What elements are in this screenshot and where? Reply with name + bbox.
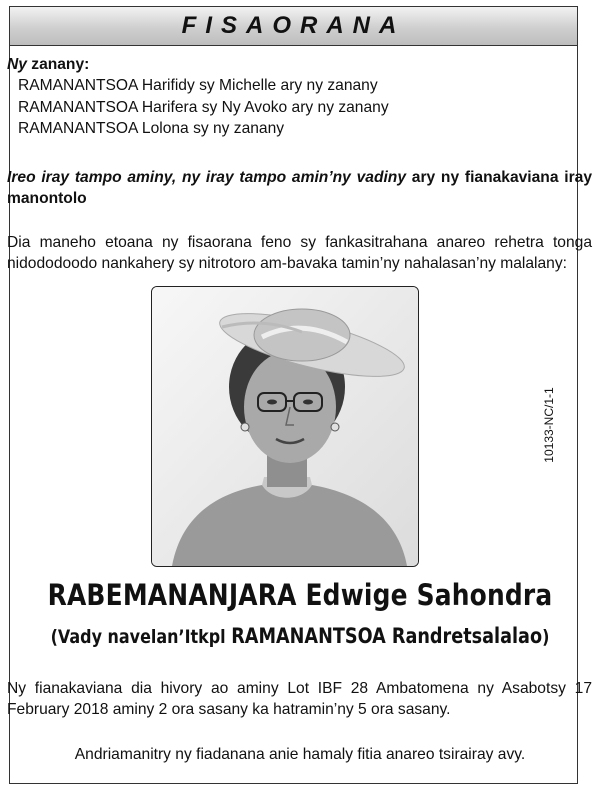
list-item: RAMANANTSOA Lolona sy ny zanany <box>18 120 285 137</box>
children-list <box>18 75 592 140</box>
spouse-name: RAMANANTSOA Randretsalalao <box>231 624 543 648</box>
spouse-prefix: (Vady navelan’Itkpl <box>50 626 232 648</box>
deceased-name: RABEMANANJARA Edwige Sahondra <box>47 578 553 612</box>
children-label <box>7 54 592 75</box>
header-banner <box>10 7 577 46</box>
relatives-paragraph <box>7 167 592 209</box>
closing-blessing: Andriamanitry ny fiadanana anie hamaly fitia anareo tsirairay avy. <box>74 746 526 763</box>
notice-title: FISAORANA <box>181 12 406 39</box>
list-item: RAMANANTSOA Harifera sy Ny Avoko ary ny zanany <box>18 98 389 116</box>
children-label-italic: Ny <box>7 56 27 73</box>
spouse-line <box>48 624 552 648</box>
relatives-rest: ary ny fianakaviana iray manontolo <box>7 169 592 207</box>
reference-code: 10133-NC/1-1 <box>542 387 556 463</box>
portrait-illustration <box>152 287 418 566</box>
spouse-suffix: ) <box>542 626 550 648</box>
thanks-paragraph: Dia maneho etoana ny fisaorana feno sy fankasitrahana anareo rehetra tonga nidododoodo nankahery sy nitrotoro am-bavaka tamin’ny nahalasan’ny malalany: <box>7 234 592 272</box>
children-label-rest: zanany: <box>26 56 90 73</box>
portrait-photo <box>151 286 419 567</box>
list-item: RAMANANTSOA Harifidy sy Michelle ary ny zanany <box>18 77 378 94</box>
gathering-notice: Ny fianakaviana dia hivory ao aminy Lot IBF 28 Ambatomena ny Asabotsy 17 February 2018 aminy 2 ora sasany ka hatramin’ny 5 ora sasany. <box>7 680 592 718</box>
relatives-italic: Ireo iray tampo aminy, ny iray tampo amin’ny vadiny <box>7 169 407 186</box>
